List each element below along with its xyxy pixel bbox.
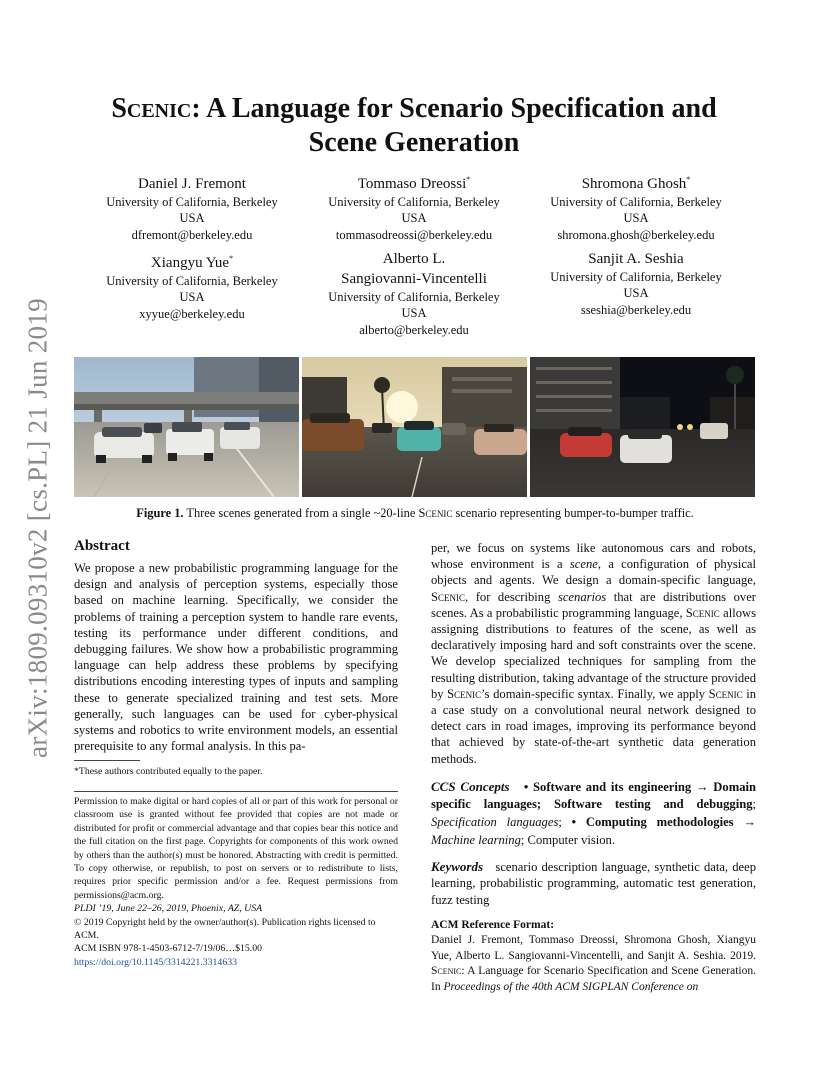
author-affiliation: University of California, Berkeley [328,290,500,304]
abstract-continued: per, we focus on systems like autonomous cars and robots, whose environment is a scene, a configuration of physical objects and agents. We design a domain-specific language, Scenic, for describing scenarios that are distributions over scenes. As a probabilistic programming language, Scenic allows assigning distributions to features of the scene, as well as declaratively imposing hard and soft constraints over the scene. We develop specialized techniques for sampling from the resulting distribution, taking advantage of the structure provided by Scenic’s domain-specific syntax. Finally, we apply Scenic in a case study on a convolutional neural network designed to detect cars in road images, improving its performance beyond that achieved by state-of-the-art synthetic data generation methods. [431,541,756,766]
author-name: Alberto L. [382,251,446,267]
author-affiliation: University of California, Berkeley [550,195,722,209]
keywords-heading: Keywords [431,859,483,875]
footnote-divider [74,760,140,761]
author-country: USA [179,290,205,305]
reference-text: Daniel J. Fremont, Tommaso Dreossi, Shromona Ghosh, Xiangyu Yue, Alberto L. Sangiovanni-Vincentelli, and Sanjit A. Seshia. 2019. Scenic: A Language for Scenario Specification and Scene Generation. In Proceedings of the 40th ACM SIGPLAN Conference on [431,934,756,993]
author-block [299,170,529,243]
equal-contribution-footnote: *These authors contributed equally to the paper. [74,766,263,777]
author-block [77,170,307,243]
author-block [299,249,529,338]
equal-contrib-mark: * [229,254,234,263]
conference-venue: PLDI ’19, June 22–26, 2019, Phoenix, AZ, USA [74,903,263,915]
author-block [521,249,751,318]
scene-image-daytime [74,357,299,497]
title-line2: Scene Generation [308,127,520,158]
isbn: ACM ISBN 978-1-4503-6712-7/19/06…$15.00 [74,943,263,955]
caption-part: scenario representing bumper-to-bumper traffic. [452,506,694,520]
author-name: Shromona Ghosh [581,176,687,192]
author-email: xyyue@berkeley.edu [139,306,245,321]
abstract-right-column [431,540,756,995]
author-name: Xiangyu Yue [150,255,230,271]
arxiv-identifier: arXiv:1809.09310v2 [cs.PL] 21 Jun 2019 [22,298,53,758]
keywords: Keywords scenario description language, synthetic data, deep learning, probabilistic programming, automatic test generation, fuzz testing [431,859,756,907]
reference-heading: ACM Reference Format: [431,918,555,931]
author-country: USA [623,211,649,226]
doi-link[interactable]: https://doi.org/10.1145/3314221.3314633 [74,956,238,968]
author-affiliation: University of California, Berkeley [106,274,278,288]
equal-contrib-mark: * [466,175,471,184]
author-country: USA [623,286,649,301]
title-line1: : A Language for Scenario Specification and [191,93,717,124]
ccs-concepts: CCS Concepts • Software and its engineering → Domain specific languages; Software testing and debugging; Specification languages; • Computing methodologies → Machine learning; Computer vision. [431,778,756,847]
scene-image-sunset [302,357,527,497]
author-affiliation: University of California, Berkeley [106,195,278,209]
permission-block [74,795,398,969]
figure-label: Figure 1. [136,506,184,520]
equal-contrib-mark: * [686,175,691,184]
author-country: USA [179,211,205,226]
abstract-left-column [74,537,398,754]
paper-title [74,92,754,160]
ccs-heading: CCS Concepts [431,778,510,794]
title-scenic: Scenic [111,93,192,124]
author-affiliation: University of California, Berkeley [328,195,500,209]
permission-divider [74,791,398,792]
caption-part: Three scenes generated from a single ~20-line [183,506,419,520]
author-country: USA [401,211,427,226]
abstract-heading: Abstract [74,538,130,554]
figure-1 [74,357,756,497]
author-email: sseshia@berkeley.edu [580,302,692,317]
author-country: USA [401,306,427,321]
permission-text: Permission to make digital or hard copies of all or part of this work for personal or classroom use is granted without fee provided that copies are not made or distributed for profit or commercial advantage and that copies bear this notice and the full citation on the first page. Copyrights for components of this work owned by others than the author(s) must be honored. Abstracting with credit is permitted. To copy otherwise, or republish, to post on servers or to redistribute to lists, requires prior specific permission and/or a fee. Request permissions from permissions@acm.org. [74,796,398,901]
author-email: alberto@berkeley.edu [359,322,469,337]
author-email: tommasodreossi@berkeley.edu [335,227,493,242]
copyright-notice: © 2019 Copyright held by the owner/author(s). Publication rights licensed to ACM. [74,916,376,942]
scene-image-night [530,357,755,497]
author-email: shromona.ghosh@berkeley.edu [557,227,715,242]
author-block [521,170,751,243]
abstract-text: We propose a new probabilistic programming language for the design and analysis of perception systems, especially those based on machine learning. Specifically, we consider the problems of training a perception system to handle rare events, testing its performance under different conditions, and debugging failures. We show how a probabilistic programming language can help address these problems by specifying distributions encoding interesting types of inputs and sampling these to generate specialized training and test sets. More generally, such languages can be used for cyber-physical systems and robotics to write environment models, an essential prerequisite to any formal analysis. In this pa- [74,561,398,754]
figure-caption [74,506,756,521]
author-name: Tommaso Dreossi [357,176,467,192]
author-name: Sanjit A. Seshia [588,251,684,267]
author-affiliation: University of California, Berkeley [550,270,722,284]
author-email: dfremont@berkeley.edu [131,227,253,242]
caption-scenic: Scenic [418,506,453,520]
author-block [77,249,307,322]
author-name: Daniel J. Fremont [138,176,246,192]
author-name-cont: Sangiovanni-Vincentelli [341,271,487,287]
